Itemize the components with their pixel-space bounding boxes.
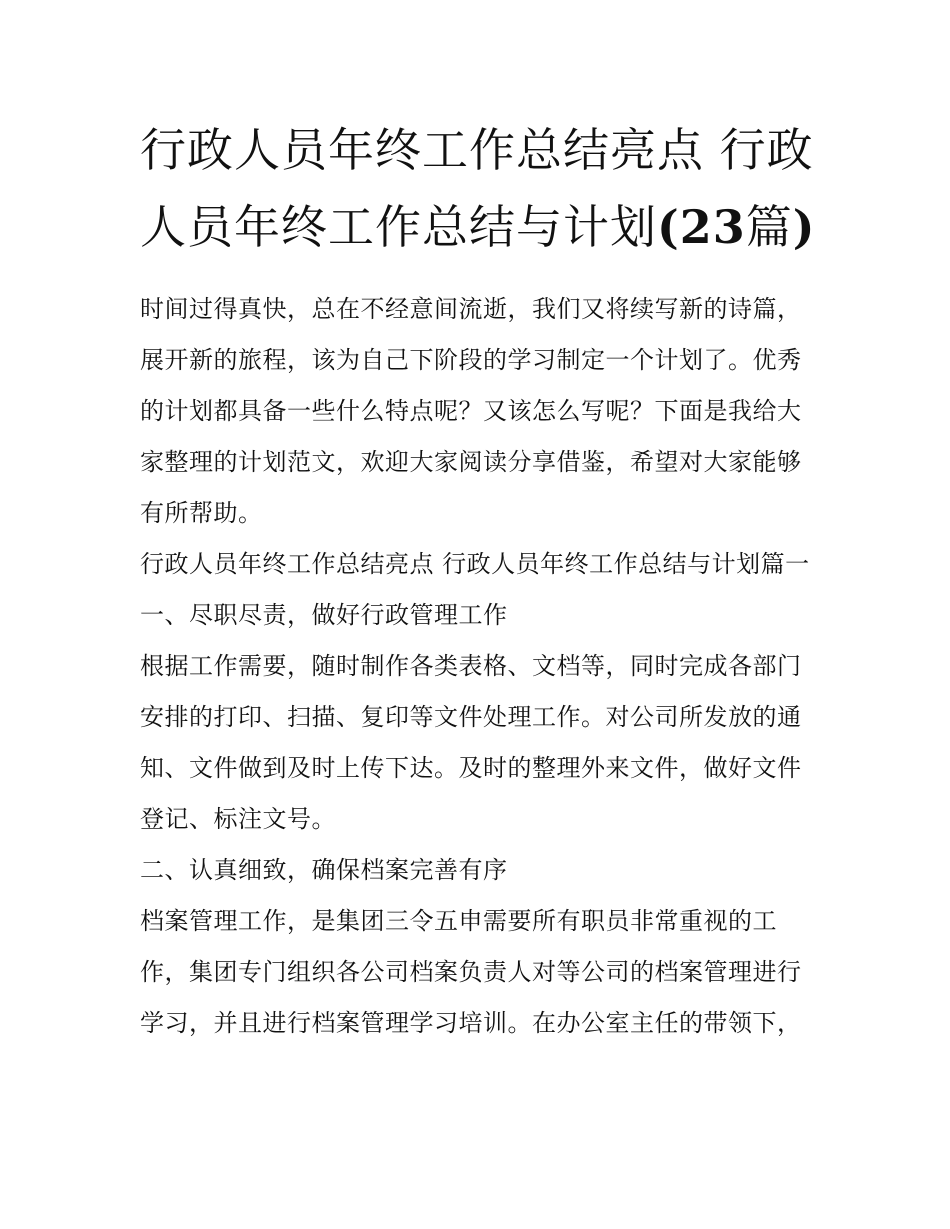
document-title: 行政人员年终工作总结亮点 行政人员年终工作总结与计划(23篇) xyxy=(140,123,816,254)
title-number: (23 xyxy=(657,200,746,254)
title-number: ) xyxy=(792,200,816,254)
body-paragraph-2: 档案管理工作，是集团三令五申需要所有职员非常重视的工作，集团专门组织各公司档案负责人对等公司的档案管理进行学习，并且进行档案管理学习培训。在办公室主任的带领下， xyxy=(140,907,802,1037)
section-heading-1: 行政人员年终工作总结亮点 行政人员年终工作总结与计划篇一 一、尽职尽责，做好行政管理工作 xyxy=(140,550,810,629)
section-heading-2: 二、认真细致，确保档案完善有序 xyxy=(140,856,508,884)
document-page xyxy=(140,112,820,1049)
intro-paragraph: 时间过得真快，总在不经意间流逝，我们又将续写新的诗篇，展开新的旅程，该为自己下阶段的学习制定一个计划了。优秀的计划都具备一些什么特点呢？又该怎么写呢？下面是我给大家整理的计划范文，欢迎大家阅读分享借鉴，希望对大家能够有所帮助。 xyxy=(140,295,802,527)
body-paragraph-1: 根据工作需要，随时制作各类表格、文档等，同时完成各部门安排的打印、扫描、复印等文件处理工作。对公司所发放的通知、文件做到及时上传下达。及时的整理外来文件，做好文件登记、标注文号。 xyxy=(140,652,802,833)
